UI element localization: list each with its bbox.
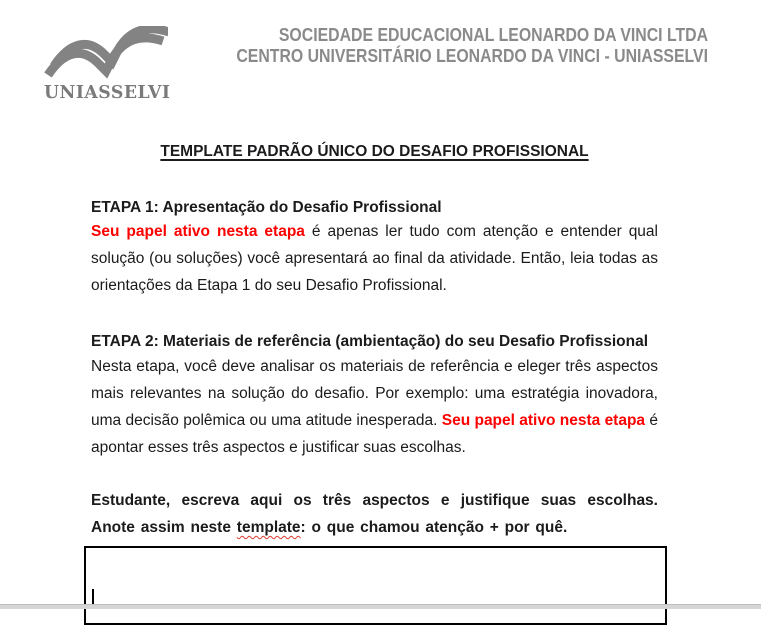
brand-wordmark: UNIASSELVI [44,82,171,103]
uniasselvi-logo-icon [44,26,168,84]
etapa1-paragraph [91,218,658,299]
instruction-paragraph [91,487,658,541]
instruction-before: Estudante, escreva aqui os três aspectos e justifique suas escolhas. Anote assim neste [91,492,658,536]
organization-name [236,25,708,67]
etapa2-heading: ETAPA 2: Materiais de referência (ambientação) do seu Desafio Profissional [91,333,649,350]
instruction-after: : o que chamou atenção + por quê. [300,519,568,536]
org-name-line2: CENTRO UNIVERSITÁRIO LEONARDO DA VINCI - UNIASSELVI [236,46,708,66]
answer-box[interactable] [84,546,667,625]
spellcheck-word: template [236,519,301,536]
etapa1-heading: ETAPA 1: Apresentação do Desafio Profissional [91,199,442,216]
etapa2-paragraph [91,353,658,461]
etapa2-highlight: Seu papel ativo nesta etapa [441,412,646,429]
page-title: TEMPLATE PADRÃO ÚNICO DO DESAFIO PROFISSIONAL [160,143,589,160]
etapa1-body-text: é apenas ler tudo com atenção e entender qual solução (ou soluções) você apresentará ao final da atividade. Então, leia todas as orientações da Etapa 1 do seu Desafio Profissional. [91,223,658,294]
org-name-line1: SOCIEDADE EDUCACIONAL LEONARDO DA VINCI LTDA [278,25,708,45]
window-bottom-edge [0,604,761,609]
etapa1-highlight: Seu papel ativo nesta etapa [91,223,305,240]
etapa2-body-before: Nesta etapa, você deve analisar os materiais de referência e eleger três aspectos mais relevantes na solução do desafio. Por exemplo: uma estratégia inovadora, uma decisão polêmica ou uma atitude inesperada. [91,358,658,429]
etapa2-body-after: é apontar esses três aspectos e justificar suas escolhas. [91,412,658,456]
